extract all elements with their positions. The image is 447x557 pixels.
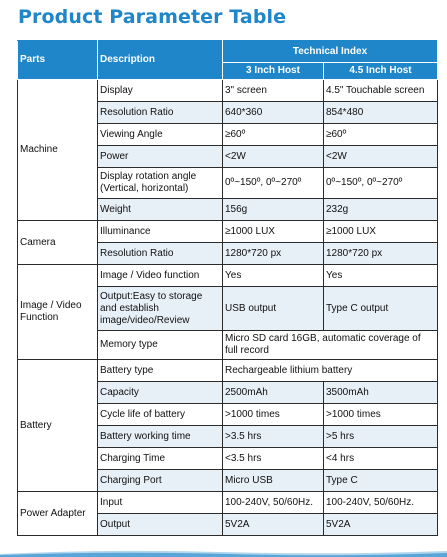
page-title: Product Parameter Table: [18, 6, 287, 28]
row-value-3: 2500mAh: [223, 382, 324, 404]
row-desc: Capacity: [98, 382, 223, 404]
decorative-wave: [0, 548, 447, 557]
row-value-45: Type C: [324, 470, 438, 492]
row-value-45: 1280*720 px: [324, 243, 438, 265]
header-parts: Parts: [18, 41, 98, 80]
row-value-3: >1000 times: [223, 404, 324, 426]
row-desc: Weight: [98, 199, 223, 221]
row-desc: Cycle life of battery: [98, 404, 223, 426]
row-value-3: <2W: [223, 146, 324, 168]
group-battery: Battery: [18, 360, 98, 492]
row-value-3: 5V2A: [223, 514, 324, 536]
row-value-45: 854*480: [324, 102, 438, 124]
group-image-video: Image / Video Function: [18, 265, 98, 360]
row-value-3: ≥1000 LUX: [223, 221, 324, 243]
row-value-3: USB output: [223, 287, 324, 331]
row-value-3: 0º~150º, 0º~270º: [223, 168, 324, 199]
header-4-5-inch-host: 4.5 Inch Host: [324, 63, 438, 80]
row-value-45: 232g: [324, 199, 438, 221]
row-value-3: Yes: [223, 265, 324, 287]
row-value-45: 5V2A: [324, 514, 438, 536]
row-value-45: >5 hrs: [324, 426, 438, 448]
row-desc: Display: [98, 80, 223, 102]
group-camera: Camera: [18, 221, 98, 265]
row-value-3: 640*360: [223, 102, 324, 124]
row-value-3: 1280*720 px: [223, 243, 324, 265]
group-machine: Machine: [18, 80, 98, 221]
row-value-45: 100-240V, 50/60Hz.: [324, 492, 438, 514]
row-value-45: Yes: [324, 265, 438, 287]
row-value-3: 100-240V, 50/60Hz.: [223, 492, 324, 514]
row-value-45: <4 hrs: [324, 448, 438, 470]
table-row: [18, 360, 438, 382]
row-value-45: Type C output: [324, 287, 438, 331]
row-value-3: <3.5 hrs: [223, 448, 324, 470]
row-desc: Resolution Ratio: [98, 243, 223, 265]
row-value-both: Rechargeable lithium battery: [223, 360, 438, 382]
row-value-3: >3.5 hrs: [223, 426, 324, 448]
row-value-45: 3500mAh: [324, 382, 438, 404]
row-desc: Charging Port: [98, 470, 223, 492]
table-row: [18, 221, 438, 243]
table-row: [18, 80, 438, 102]
header-description: Description: [98, 41, 223, 80]
header-3-inch-host: 3 Inch Host: [223, 63, 324, 80]
row-value-3: 3" screen: [223, 80, 324, 102]
row-desc: Image / Video function: [98, 265, 223, 287]
group-power-adapter: Power Adapter: [18, 492, 98, 536]
row-value-3: 156g: [223, 199, 324, 221]
row-value-45: ≥60º: [324, 124, 438, 146]
row-desc: Output: [98, 514, 223, 536]
row-desc: Display rotation angle (Vertical, horizontal): [98, 168, 223, 199]
row-desc: Battery working time: [98, 426, 223, 448]
row-desc: Power: [98, 146, 223, 168]
row-value-45: <2W: [324, 146, 438, 168]
row-desc: Memory type: [98, 331, 223, 360]
row-desc: Battery type: [98, 360, 223, 382]
row-value-45: 0º~150º, 0º~270º: [324, 168, 438, 199]
row-desc: Resolution Ratio: [98, 102, 223, 124]
row-value-both: Micro SD card 16GB, automatic coverage of full record: [223, 331, 438, 360]
header-technical-index: Technical Index: [223, 41, 438, 63]
table-row: [18, 492, 438, 514]
row-value-3: ≥60º: [223, 124, 324, 146]
table-row: [18, 265, 438, 287]
row-desc: Charging Time: [98, 448, 223, 470]
parameter-table: [17, 40, 438, 536]
row-value-3: Micro USB: [223, 470, 324, 492]
row-value-45: 4.5" Touchable screen: [324, 80, 438, 102]
row-desc: Viewing Angle: [98, 124, 223, 146]
row-desc: Input: [98, 492, 223, 514]
row-value-45: >1000 times: [324, 404, 438, 426]
row-desc: Illuminance: [98, 221, 223, 243]
row-value-45: ≥1000 LUX: [324, 221, 438, 243]
row-desc: Output:Easy to storage and establish image/video/Review: [98, 287, 223, 331]
